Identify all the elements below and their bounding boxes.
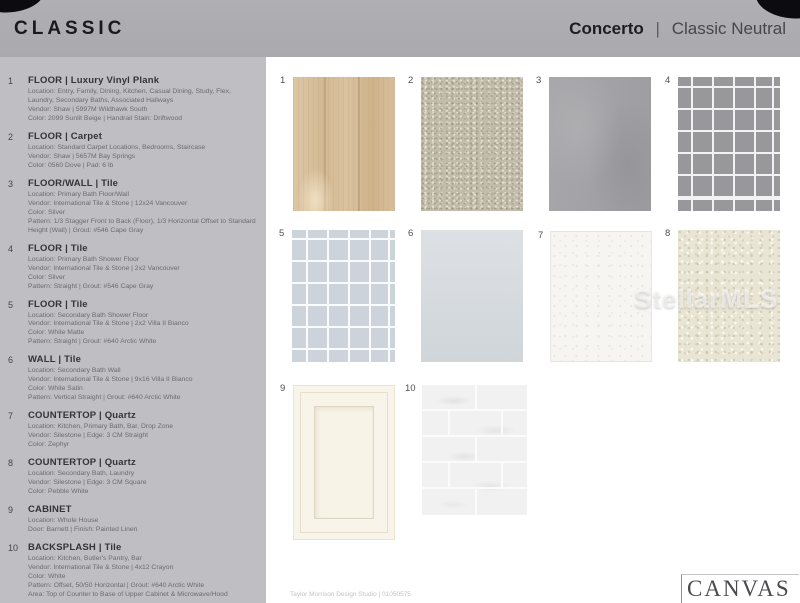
- spec-detail-line: Location: Primary Bath Shower Floor: [28, 255, 140, 263]
- spec-item-category: WALL | Tile: [28, 354, 82, 366]
- tile-row: [422, 411, 527, 437]
- package-title: [569, 19, 786, 39]
- spec-detail-line: Location: Whole House: [28, 517, 99, 525]
- swatch-number: 8: [665, 228, 671, 239]
- spec-detail-line: Color: 0560 Dove | Pad: 6 lb: [28, 161, 114, 169]
- spec-item-10-backsplash-tile: [8, 542, 256, 600]
- spec-item-1-lvp-floor: [8, 75, 256, 124]
- spec-detail-line: Pattern: Straight | Grout: #640 Arctic White: [28, 338, 157, 346]
- spec-detail-line: Location: Secondary Bath Shower Floor: [28, 311, 149, 319]
- spec-item-5-floor-tile: [8, 299, 256, 348]
- spec-detail-line: Pattern: Vertical Straight | Grout: #640 Arctic White: [28, 394, 181, 402]
- spec-item-category: FLOOR | Luxury Vinyl Plank: [28, 75, 160, 86]
- swatch-number: 9: [280, 383, 286, 394]
- spec-item-2-carpet-floor: [8, 131, 256, 171]
- spec-item-number: 9: [8, 505, 14, 516]
- spec-list: [0, 57, 266, 603]
- swatch-10-crayon-backsplash-tile: [405, 383, 527, 515]
- spec-detail-line: Vendor: Shaw | 5657M Bay Springs: [28, 152, 136, 160]
- tile-row: [422, 489, 527, 515]
- spec-detail-line: Color: White Matte: [28, 329, 85, 337]
- swatch-9-cabinet-door: [280, 383, 395, 540]
- swatch-7-zephyr-quartz: [538, 230, 652, 362]
- spec-detail-line: Color: Silver: [28, 208, 66, 216]
- spec-item-number: 8: [8, 458, 14, 469]
- swatch-6-villa-wall-tile: [408, 228, 523, 362]
- spec-detail-line: Vendor: International Tile & Stone | 4x12 Crayon: [28, 563, 174, 571]
- swatch-3-vancouver-tile: [536, 75, 651, 211]
- swatch-1-vinyl-plank: [280, 75, 395, 211]
- swatch-number: 4: [665, 75, 671, 86]
- swatch-number: 3: [536, 75, 542, 86]
- spec-detail-line: Color: Silver: [28, 273, 66, 281]
- spec-detail-line: Color: White: [28, 572, 66, 580]
- spec-detail-line: Color: Zephyr: [28, 441, 70, 449]
- spec-detail-line: Location: Secondary Bath Wall: [28, 367, 121, 375]
- swatch-number: 2: [408, 75, 414, 86]
- spec-detail-line: Pattern: Offset, 50/50 Horizontal | Grout: #640 Arctic White: [28, 581, 205, 589]
- spec-detail-line: Location: Kitchen, Primary Bath, Bar, Drop Zone: [28, 423, 174, 431]
- swatch-8-pebble-white-quartz: [665, 228, 780, 362]
- spec-item-category: BACKSPLASH | Tile: [28, 542, 122, 553]
- spec-item-category: COUNTERTOP | Quartz: [28, 457, 136, 469]
- spec-detail-line: Vendor: International Tile & Stone | 12x24 Vancouver: [28, 199, 188, 207]
- tile-row: [422, 437, 527, 463]
- spec-detail-line: Area: Top of Counter to Base of Upper Cabinet & Microwave/Hood: [28, 590, 228, 598]
- spec-detail-line: Location: Primary Bath Floor/Wall: [28, 190, 129, 198]
- spec-item-number: 2: [8, 131, 14, 142]
- spec-item-number: 7: [8, 411, 14, 422]
- spec-detail-line: Color: White Satin: [28, 385, 83, 393]
- collection-title: CLASSIC: [14, 17, 126, 39]
- spec-item-category: FLOOR | Tile: [28, 298, 88, 310]
- spec-detail-line: Location: Secondary Bath, Laundry: [28, 470, 135, 478]
- spec-detail-line: Location: Entry, Family, Dining, Kitchen, Casual Dining, Study, Flex, Laundry, Secondary Baths, Associated Hallways: [28, 88, 231, 104]
- swatch-number: 7: [538, 230, 544, 241]
- spec-item-number: 5: [8, 299, 14, 310]
- spec-item-number: 10: [8, 543, 19, 553]
- spec-item-9-cabinet: [8, 504, 256, 535]
- spec-item-category: FLOOR | Carpet: [28, 130, 103, 142]
- header-bar: [0, 0, 800, 57]
- spec-detail-line: Vendor: Silestone | Edge: 3 CM Square: [28, 479, 147, 487]
- swatch-5-villa-mosaic-tile: [279, 228, 395, 362]
- spec-detail-line: Vendor: International Tile & Stone | 2x2 Vancouver: [28, 264, 180, 272]
- canvas-logo: CANVAS: [681, 574, 799, 603]
- palette-name: Classic Neutral: [671, 18, 786, 38]
- cabinet-door-panel: [314, 406, 374, 519]
- spec-item-category: CABINET: [28, 504, 72, 516]
- spec-item-category: FLOOR | Tile: [28, 242, 88, 254]
- spec-detail-line: Door: Barnett | Finish: Painted Linen: [28, 526, 138, 534]
- footer-note: Taylor Morrison Design Studio | 01050575: [290, 591, 411, 598]
- swatch-number: 6: [408, 228, 414, 239]
- spec-item-number: 3: [8, 178, 14, 189]
- spec-item-3-floor-wall-tile: [8, 178, 256, 236]
- spec-item-6-wall-tile: [8, 354, 256, 403]
- swatch-number: 10: [405, 383, 416, 394]
- swatch-number: 1: [280, 75, 286, 86]
- spec-detail-line: Vendor: International Tile & Stone | 9x16 Villa II Bianco: [28, 376, 193, 384]
- tile-row: [422, 463, 527, 489]
- spec-item-4-floor-tile: [8, 243, 256, 292]
- package-name: Concerto: [569, 18, 644, 38]
- spec-detail-line: Pattern: Straight | Grout: #546 Cape Gray: [28, 282, 154, 290]
- swatch-4-vancouver-mosaic-tile: [665, 75, 780, 211]
- spec-item-7-countertop-quartz: [8, 410, 256, 450]
- spec-item-8-countertop-quartz: [8, 457, 256, 497]
- spec-detail-line: Pattern: 1/3 Stagger Front to Back (Floor), 1/3 Horizontal Offset to Standard Height (Wall) | Grout: #546 Cape Gray: [28, 217, 256, 234]
- spec-item-number: 4: [8, 243, 14, 254]
- stellar-mls-watermark: StellarMLS: [634, 284, 779, 314]
- spec-detail-line: Location: Standard Carpet Locations, Bedrooms, Staircase: [28, 143, 206, 151]
- spec-detail-line: Location: Kitchen, Butler's Pantry, Bar: [28, 555, 142, 562]
- swatch-number: 5: [279, 228, 285, 239]
- spec-detail-line: Vendor: Silestone | Edge: 3 CM Straight: [28, 432, 149, 440]
- spec-detail-line: Vendor: International Tile & Stone | 2x2 Villa II Bianco: [28, 320, 189, 328]
- spec-item-category: COUNTERTOP | Quartz: [28, 410, 136, 422]
- title-separator: |: [655, 18, 660, 38]
- spec-detail-line: Color: 2099 Sunlit Beige | Handrail Stain: Driftwood: [28, 114, 183, 122]
- spec-detail-line: Vendor: Shaw | 5997M Wildhawk South: [28, 105, 148, 113]
- spec-item-category: FLOOR/WALL | Tile: [28, 177, 119, 189]
- spec-detail-line: Color: Pebble White: [28, 488, 89, 496]
- spec-item-number: 6: [8, 355, 14, 366]
- spec-item-number: 1: [8, 76, 14, 86]
- swatch-2-carpet: [408, 75, 523, 211]
- tile-row: [422, 385, 527, 411]
